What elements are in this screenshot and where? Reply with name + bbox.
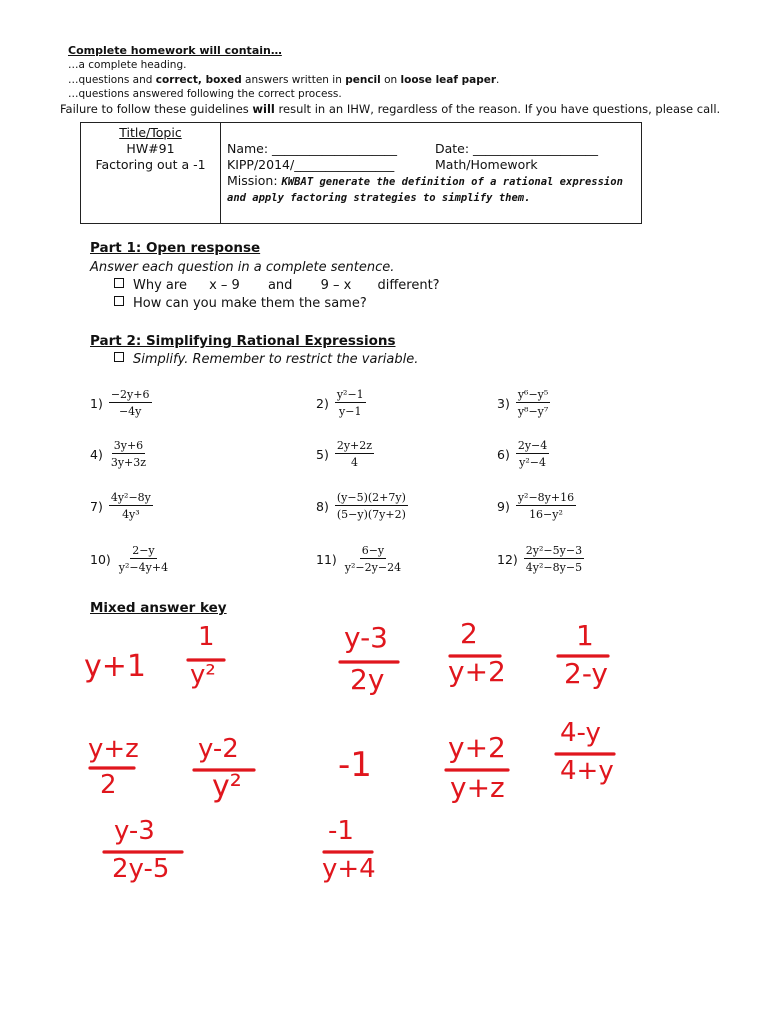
part1-question-1: Why are x – 9 and 9 – x different? [114,278,440,293]
answer-y-plus-z-over-2-den: 2 [100,770,117,800]
answer-y-minus-3-over-2y-num: y-3 [344,621,388,654]
denominator: 4y³ [122,508,140,521]
warning-line: Failure to follow these guidelines will result in an IHW, regardless of the reason. If you have questions, please call. [60,102,721,116]
guideline-heading: …a complete heading. [68,59,187,71]
answer-4-minus-y-over-4-plus-y-num: 4-y [560,718,601,748]
part2-instruction: Simplify. Remember to restrict the variable. [114,352,418,367]
problem-3 [497,388,550,418]
answer-1-over-y2-num: 1 [198,622,215,652]
problem-number: 1) [90,395,103,411]
answer-2-over-y-plus-2-num: 2 [460,617,478,650]
problem-number: 7) [90,498,103,514]
problem-number: 4) [90,446,103,462]
numerator: 3y+6 [113,439,144,452]
numerator: (y−5)(2+7y) [336,491,406,504]
numerator: y²−8y+16 [517,491,575,504]
answer-1-over-2-minus-y-den: 2-y [564,657,608,690]
numerator: 6−y [361,544,385,557]
numerator: y²−1 [336,388,364,401]
answer-y-minus-3-over-2y-minus-5-num: y-3 [114,816,155,846]
problem-2 [316,388,366,418]
answer-key-title: Mixed answer key [90,600,227,616]
problem-5 [316,439,374,469]
problem-fraction [335,439,374,469]
denominator: y²−4 [519,456,546,469]
denominator: y−1 [339,405,362,418]
answer-y-minus-3-over-2y-den: 2y [350,663,385,696]
answer-y-minus-3-over-2y-minus-5-den: 2y-5 [112,854,170,884]
denominator: y²−2y−24 [344,561,402,574]
part1-question-2: How can you make them the same? [114,296,367,311]
problem-number: 10) [90,551,111,567]
numerator: 2y²−5y−3 [525,544,583,557]
answer-2-over-y-plus-2-den: y+2 [448,655,506,688]
problem-fraction [516,491,576,521]
problem-number: 2) [316,395,329,411]
part1-title: Part 1: Open response [90,240,261,256]
numerator: −2y+6 [110,388,150,401]
answer-neg1-over-y-plus-4-num: -1 [328,816,354,846]
problem-7 [90,491,153,521]
date-label: Date: ____________________ [435,141,599,156]
problem-fraction [516,439,549,469]
problem-number: 8) [316,498,329,514]
problem-11 [316,544,403,574]
problem-number: 5) [316,446,329,462]
problem-fraction [524,544,584,574]
numerator: 2y+2z [336,439,373,452]
problem-8 [316,491,408,521]
denominator: 4 [350,456,358,469]
problem-number: 3) [497,395,510,411]
heading-box [80,122,642,224]
checkbox-icon[interactable] [114,278,124,288]
subject-label: Math/Homework [435,157,538,172]
problem-4 [90,439,148,469]
part2-title: Part 2: Simplifying Rational Expressions [90,333,396,349]
answer-y-minus-2-over-y2-den: y² [212,769,242,804]
answer-neg1-over-y-plus-4-den: y+4 [322,854,376,884]
title-label: Title/Topic [119,125,182,140]
answer-y-plus-2-over-y-plus-z-num: y+2 [448,731,506,764]
checkbox-icon[interactable] [114,296,124,306]
problem-fraction [516,388,550,418]
problem-fraction [335,388,366,418]
checkbox-icon[interactable] [114,352,124,362]
answer-4-minus-y-over-4-plus-y-den: 4+y [560,756,614,786]
problem-fraction [117,544,170,574]
guidelines-title: Complete homework will contain… [68,44,282,57]
denominator: y⁸−y⁷ [517,405,549,418]
mission-text-2: and apply factoring strategies to simplify them. [227,192,531,204]
name-label: Name: ____________________ [227,141,398,156]
guideline-answers: …questions and correct, boxed answers written in pencil on loose leaf paper. [68,74,500,86]
problem-10 [90,544,170,574]
answer-y-plus-z-over-2-num: y+z [88,734,139,764]
problem-fraction [343,544,403,574]
kipp-label: KIPP/2014/________________ [227,157,395,172]
problem-number: 12) [497,551,518,567]
numerator: 2y−4 [517,439,548,452]
hw-number: HW#91 [126,141,175,156]
mission-text-1: KWBAT generate the definition of a rational expression [281,176,623,188]
title-cell [81,125,220,173]
problem-number: 6) [497,446,510,462]
problem-9 [497,491,576,521]
problem-1 [90,388,152,418]
answer-negative-1: -1 [338,745,372,785]
numerator: y⁶−y⁵ [517,388,549,401]
answer-y-plus-1: y+1 [84,649,146,684]
problem-number: 9) [497,498,510,514]
denominator: −4y [118,405,142,418]
denominator: 16−y² [529,508,563,521]
box-divider [220,123,221,223]
problem-6 [497,439,549,469]
answer-1-over-y2-den: y² [190,660,216,690]
denominator: y²−4y+4 [118,561,169,574]
numerator: 2−y [132,544,155,557]
problem-fraction [109,439,148,469]
denominator: 4y²−8y−5 [525,561,583,574]
topic: Factoring out a -1 [95,157,206,172]
answer-1-over-2-minus-y-num: 1 [576,619,594,652]
answer-y-minus-2-over-y2-num: y-2 [198,734,239,764]
part1-instruction: Answer each question in a complete sentence. [90,260,395,275]
problem-12 [497,544,584,574]
denominator: 3y+3z [110,456,147,469]
numerator: 4y²−8y [110,491,151,504]
guideline-process: …questions answered following the correct process. [68,88,342,100]
problem-fraction [109,491,153,521]
problem-fraction [109,388,152,418]
denominator: (5−y)(7y+2) [336,508,406,521]
answer-y-plus-2-over-y-plus-z-den: y+z [450,771,505,804]
info-cell [227,141,637,205]
problem-number: 11) [316,551,337,567]
problem-fraction [335,491,408,521]
mission-label: Mission: [227,173,278,188]
